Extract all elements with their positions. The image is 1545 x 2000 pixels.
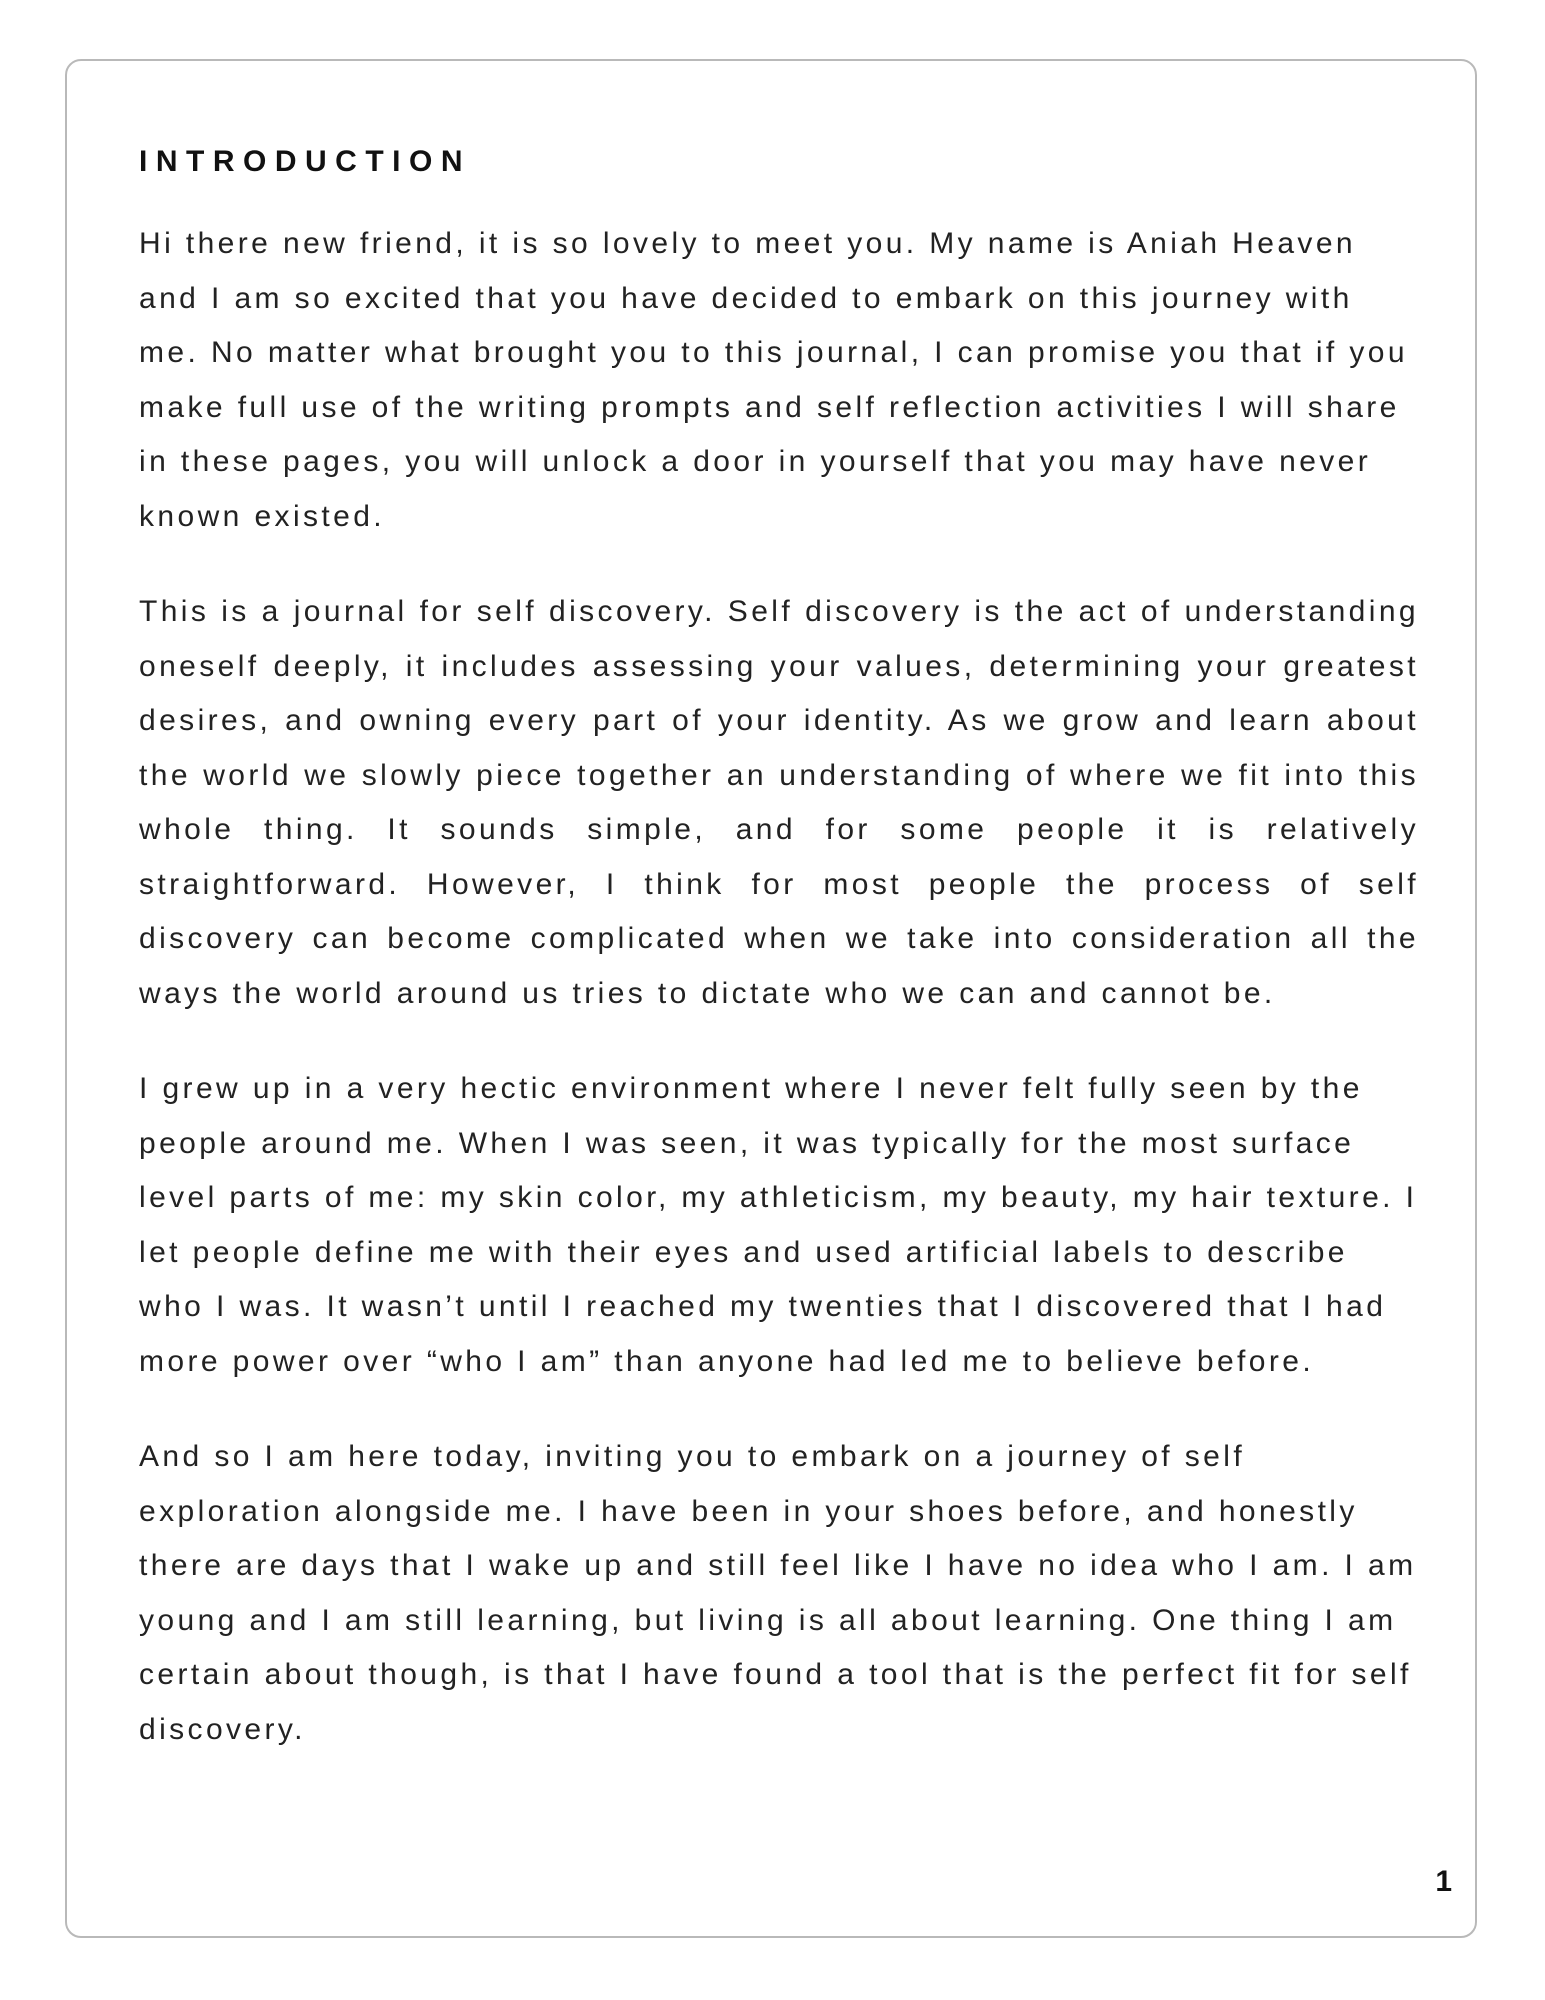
section-heading: INTRODUCTION <box>139 145 471 178</box>
page-number: 1 <box>1435 1865 1452 1898</box>
page-frame <box>65 59 1477 1938</box>
page-content <box>139 147 1419 1798</box>
paragraph-2: This is a journal for self discovery. Self discovery is the act of understanding oneself deeply, it includes assessing your values, determining your greatest desires, and owning every part of your identity. As we grow and learn about the world we slowly piece together an understanding of where we fit into this whole thing. It sounds simple, and for some people it is relatively straightforward. However, I think for most people the process of self discovery can become complicated when we take into consideration all the ways the world around us tries to dictate who we can and cannot be. <box>139 595 1419 1010</box>
paragraph-1: Hi there new friend, it is so lovely to meet you. My name is Aniah Heaven and I am so excited that you have decided to embark on this journey with me. No matter what brought you to this journal, I can promise you that if you make full use of the writing prompts and self reflection activities I will share in these pages, you will unlock a door in yourself that you may have never known existed. <box>139 227 1408 533</box>
paragraph-4: And so I am here today, inviting you to embark on a journey of self exploration alongside me. I have been in your shoes before, and honestly there are days that I wake up and still feel like I have no idea who I am. I am young and I am still learning, but living is all about learning. One thing I am certain about though, is that I have found a tool that is the perfect fit for self discovery. <box>139 1440 1417 1746</box>
paragraph-3: I grew up in a very hectic environment where I never felt fully seen by the people around me. When I was seen, it was typically for the most surface level parts of me: my skin color, my athleticism, my beauty, my hair texture. I let people define me with their eyes and used artificial labels to describe who I was. It wasn’t until I reached my twenties that I discovered that I had more power over “who I am” than anyone had led me to believe before. <box>139 1072 1418 1378</box>
